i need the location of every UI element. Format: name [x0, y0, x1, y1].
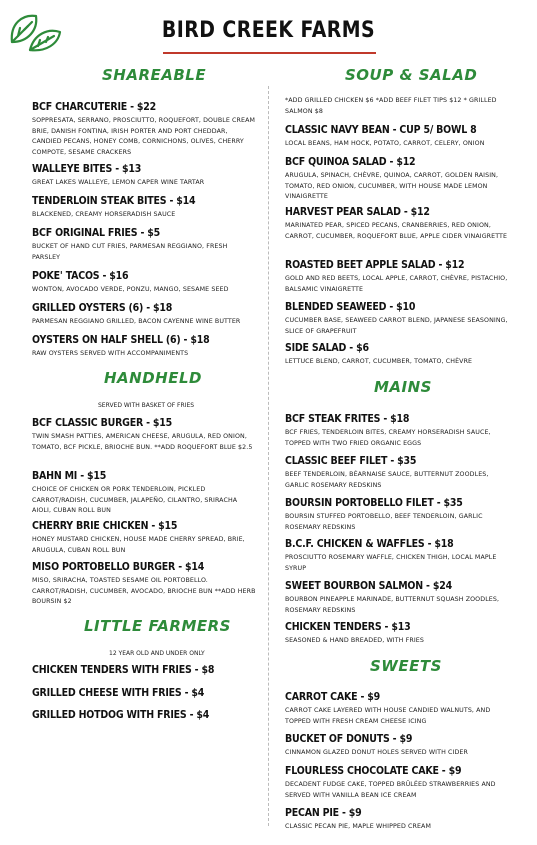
item-name: CLASSIC NAVY BEAN - CUP 5/ BOWL 8 — [285, 124, 477, 136]
section-note-text: *ADD GRILLED CHICKEN $6 *ADD BEEF FILET TIPS $12 * GRILLED SALMON $8 — [285, 97, 497, 115]
menu-item — [32, 101, 257, 158]
item-name: SIDE SALAD - $6 — [285, 342, 369, 354]
item-desc: MARINATED PEAR, SPICED PECANS, CRANBERRIES, RED ONION, CARROT, CUCUMBER, ROQUEFORT BLUE, APPLE CIDER VINAIGRETTE — [285, 222, 508, 240]
item-desc: CARROT CAKE LAYERED WITH HOUSE CANDIED WALNUTS, AND TOPPED WITH FRESH CREAM CHEESE ICING — [285, 707, 491, 725]
item-desc: CHOICE OF CHICKEN OR PORK TENDERLOIN, PICKLED CARROT/RADISH, CUCUMBER, JALAPEÑO, CILANTRO, SRIRACHA AIOLI, CUBAN ROLL BUN — [32, 486, 238, 514]
menu-item — [32, 334, 257, 360]
item-name: WALLEYE BITES - $13 — [32, 163, 142, 175]
item-name: GRILLED OYSTERS (6) - $18 — [32, 302, 173, 314]
column-divider — [268, 86, 269, 826]
item-desc: CLASSIC PECAN PIE, MAPLE WHIPPED CREAM — [285, 823, 431, 830]
item-desc: LETTUCE BLEND, CARROT, CUCUMBER, TOMATO, CHÈVRE — [285, 358, 473, 365]
item-desc: TWIN SMASH PATTIES, AMERICAN CHEESE, ARUGULA, RED ONION, TOMATO, BCF PICKLE, BRIOCHE BUN. **ADD ROQUEFORT BLUE $2.5 — [32, 433, 253, 451]
menu-item — [32, 195, 257, 221]
item-desc: WONTON, AVOCADO VERDE, PONZU, MANGO, SESAME SEED — [32, 286, 229, 293]
section-heading-little-farmers: LITTLE FARMERS — [84, 617, 231, 635]
menu-item — [285, 621, 510, 647]
item-name: B.C.F. CHICKEN & WAFFLES - $18 — [285, 538, 454, 550]
menu-item — [285, 156, 510, 203]
section-heading-handheld: HANDHELD — [104, 369, 202, 387]
section-heading-mains: MAINS — [374, 378, 432, 396]
item-desc: DECADENT FUDGE CAKE, TOPPED BRÛLÉED STRAWBERRIES AND SERVED WITH VANILLA BEAN ICE CREAM — [285, 781, 496, 799]
item-name: CHICKEN TENDERS WITH FRIES - $8 — [32, 664, 215, 676]
item-desc: GREAT LAKES WALLEYE, LEMON CAPER WINE TARTAR — [32, 179, 205, 186]
item-name: BUCKET OF DONUTS - $9 — [285, 733, 413, 745]
item-name: TENDERLOIN STEAK BITES - $14 — [32, 195, 196, 207]
item-desc: BUCKET OF HAND CUT FRIES, PARMESAN REGGIANO, FRESH PARSLEY — [32, 243, 228, 261]
item-desc: CINNAMON GLAZED DONUT HOLES SERVED WITH CIDER — [285, 749, 468, 756]
menu-item — [285, 124, 510, 150]
item-name: BAHN MI - $15 — [32, 470, 107, 482]
menu-item — [32, 270, 257, 296]
menu-item — [285, 206, 510, 242]
menu-item — [32, 664, 257, 677]
item-name: ROASTED BEET APPLE SALAD - $12 — [285, 259, 465, 271]
item-desc: GOLD AND RED BEETS, LOCAL APPLE, CARROT, CHÈVRE, PISTACHIO, BALSAMIC VINAIGRETTE — [285, 275, 508, 293]
menu-item — [32, 227, 257, 263]
menu-item — [32, 302, 257, 328]
item-name: CARROT CAKE - $9 — [285, 691, 381, 703]
item-name: BLENDED SEAWEED - $10 — [285, 301, 416, 313]
item-desc: BLACKENED, CREAMY HORSERADISH SAUCE — [32, 211, 176, 218]
menu-item — [285, 301, 510, 337]
menu-item — [285, 455, 510, 491]
item-name: CLASSIC BEEF FILET - $35 — [285, 455, 417, 467]
title-underline — [163, 52, 376, 54]
item-name: POKE' TACOS - $16 — [32, 270, 129, 282]
item-desc: BOURSIN STUFFED PORTOBELLO, BEEF TENDERLOIN, GARLIC ROSEMARY REDSKINS — [285, 513, 483, 531]
item-name: SWEET BOURBON SALMON - $24 — [285, 580, 452, 592]
section-heading-soup-salad: SOUP & SALAD — [345, 66, 478, 84]
item-name: PECAN PIE - $9 — [285, 807, 362, 819]
menu-item — [285, 538, 510, 574]
menu-item — [32, 417, 257, 453]
menu-item — [32, 687, 257, 700]
item-desc: ARUGULA, SPINACH, CHÈVRE, QUINOA, CARROT, GOLDEN RAISIN, TOMATO, RED ONION, CUCUMBER, WITH HOUSE MADE LEMON VINAIGRETTE — [285, 172, 499, 200]
item-desc: HONEY MUSTARD CHICKEN, HOUSE MADE CHERRY SPREAD, BRIE, ARUGULA, CUBAN ROLL BUN — [32, 536, 245, 554]
menu-item — [32, 470, 257, 517]
item-name: OYSTERS ON HALF SHELL (6) - $18 — [32, 334, 210, 346]
menu-item — [32, 561, 257, 608]
item-name: BCF STEAK FRITES - $18 — [285, 413, 410, 425]
menu-item — [285, 413, 510, 449]
menu-item — [32, 709, 257, 722]
item-name: BCF CHARCUTERIE - $22 — [32, 101, 157, 113]
menu-item — [285, 765, 510, 801]
menu-item — [32, 163, 257, 189]
section-heading-shareable: SHAREABLE — [102, 66, 207, 84]
item-desc: PROSCIUTTO ROSEMARY WAFFLE, CHICKEN THIGH, LOCAL MAPLE SYRUP — [285, 554, 497, 572]
menu-item — [285, 691, 510, 727]
item-name: MISO PORTOBELLO BURGER - $14 — [32, 561, 205, 573]
item-name: CHERRY BRIE CHICKEN - $15 — [32, 520, 178, 532]
item-desc: SOPPRESATA, SERRANO, PROSCIUTTO, ROQUEFORT, DOUBLE CREAM BRIE, DANISH FONTINA, IRISH PORTER AND PORT CHEDDAR, CANDIED PECANS, HONEY COMB, CORNICHONS, OLIVES, CHERRY COMPOTE, SESAME CRACKERS — [32, 117, 256, 156]
menu-item — [285, 733, 510, 759]
item-desc: PARMESAN REGGIANO GRILLED, BACON CAYENNE WINE BUTTER — [32, 318, 241, 325]
menu-item — [285, 259, 510, 295]
menu-item — [32, 520, 257, 556]
item-name: BOURSIN PORTOBELLO FILET - $35 — [285, 497, 463, 509]
item-name: HARVEST PEAR SALAD - $12 — [285, 206, 430, 218]
section-heading-sweets: SWEETS — [370, 657, 442, 675]
item-desc: BOURBON PINEAPPLE MARINADE, BUTTERNUT SQUASH ZOODLES, ROSEMARY REDSKINS — [285, 596, 500, 614]
item-name: BCF CLASSIC BURGER - $15 — [32, 417, 173, 429]
item-name: FLOURLESS CHOCOLATE CAKE - $9 — [285, 765, 462, 777]
item-desc: CUCUMBER BASE, SEAWEED CARROT BLEND, JAPANESE SEASONING, SLICE OF GRAPEFRUIT — [285, 317, 508, 335]
item-desc: BCF FRIES, TENDERLOIN BITES, CREAMY HORSERADISH SAUCE, TOPPED WITH TWO FRIED ORGANIC EGGS — [285, 429, 491, 447]
menu-item — [285, 497, 510, 533]
item-desc: MISO, SRIRACHA, TOASTED SESAME OIL PORTOBELLO. CARROT/RADISH, CUCUMBER, AVOCADO, BRIOCHE BUN **ADD HERB BOURSIN $2 — [32, 577, 256, 605]
item-desc: SEASONED & HAND BREADED, WITH FRIES — [285, 637, 424, 644]
section-note — [285, 96, 507, 117]
item-name: CHICKEN TENDERS - $13 — [285, 621, 411, 633]
menu-item — [285, 342, 510, 368]
menu-item — [285, 807, 510, 833]
item-desc: LOCAL BEANS, HAM HOCK, POTATO, CARROT, CELERY, ONION — [285, 140, 485, 147]
item-name: BCF QUINOA SALAD - $12 — [285, 156, 416, 168]
section-note: 12 YEAR OLD AND UNDER ONLY — [109, 650, 205, 657]
section-note: SERVED WITH BASKET OF FRIES — [98, 402, 195, 409]
menu-item — [285, 580, 510, 616]
item-name: GRILLED HOTDOG WITH FRIES - $4 — [32, 709, 210, 721]
page-title: BIRD CREEK FARMS — [161, 18, 376, 43]
item-desc: RAW OYSTERS SERVED WITH ACCOMPANIMENTS — [32, 350, 189, 357]
item-name: GRILLED CHEESE WITH FRIES - $4 — [32, 687, 205, 699]
item-desc: BEEF TENDERLOIN, BÉARNAISE SAUCE, BUTTERNUT ZOODLES, GARLIC ROSEMARY REDSKINS — [285, 471, 489, 489]
item-name: BCF ORIGINAL FRIES - $5 — [32, 227, 161, 239]
